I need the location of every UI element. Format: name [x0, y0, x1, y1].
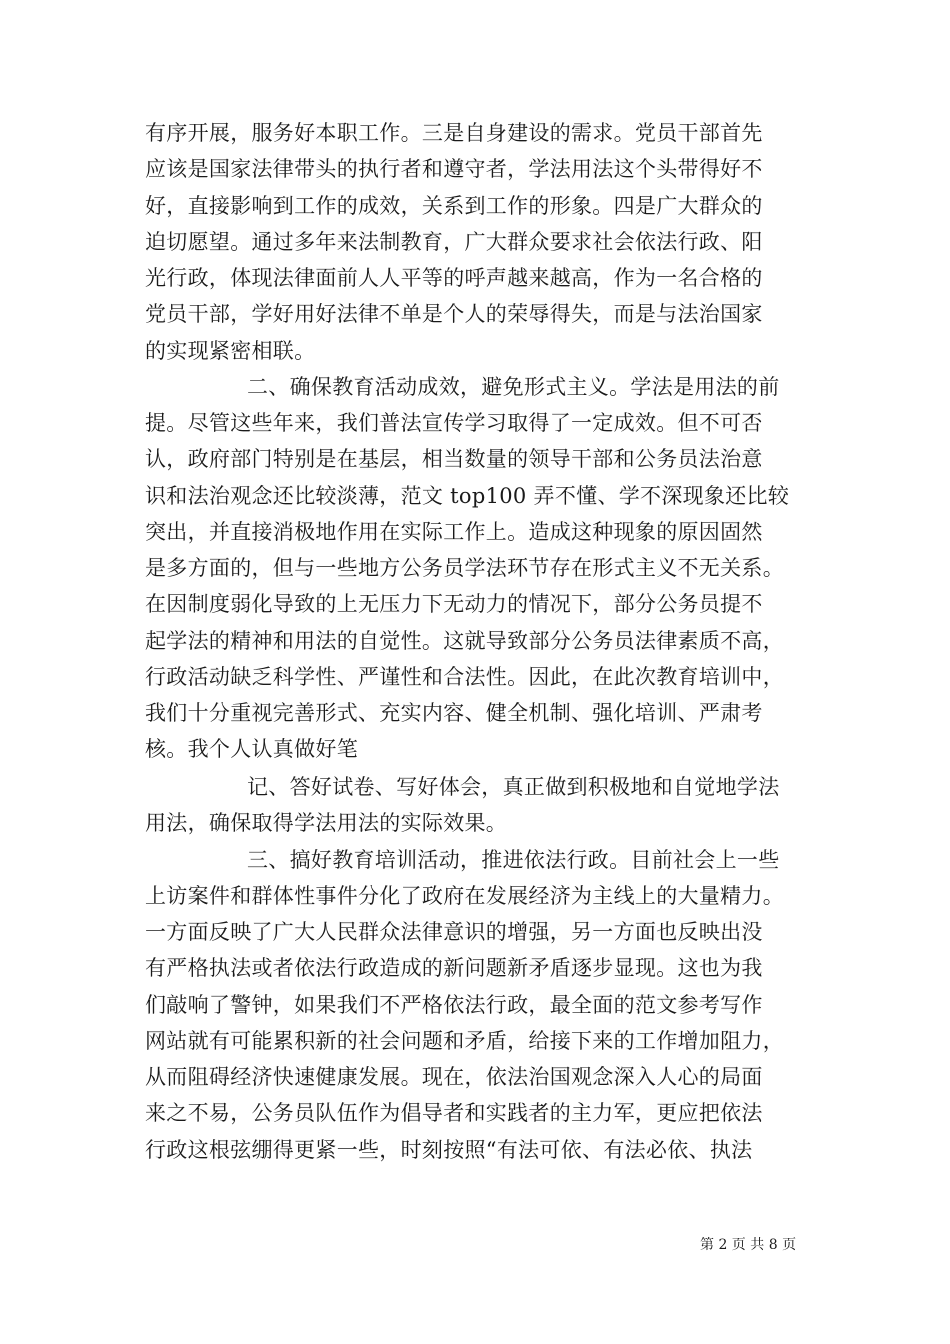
text-line: 核。我个人认真做好笔 [145, 737, 358, 761]
text-line: 我们十分重视完善形式、充实内容、健全机制、强化培训、严肃考 [145, 701, 763, 725]
text-line: 网站就有可能累积新的社会问题和矛盾，给接下来的工作增加阻力， [145, 1029, 784, 1053]
section-heading-line: 二、确保教育活动成效，避免形式主义。学法是用法的前 [247, 375, 780, 399]
section-heading-line: 三、搞好教育培训活动，推进依法行政。目前社会上一些 [247, 848, 780, 872]
text-line: 起学法的精神和用法的自觉性。这就导致部分公务员法律素质不高， [145, 629, 784, 653]
text-line: 是多方面的，但与一些地方公务员学法环节存在形式主义不无关系。 [145, 556, 784, 580]
text-line: 突出，并直接消极地作用在实际工作上。造成这种现象的原因固然 [145, 520, 763, 544]
text-line: 应该是国家法律带头的执行者和遵守者，学法用法这个头带得好不 [145, 157, 763, 181]
text-line: 光行政，体现法律面前人人平等的呼声越来越高，作为一名合格的 [145, 266, 763, 290]
text-line: 用法，确保取得学法用法的实际效果。 [145, 811, 508, 835]
text-line: 认，政府部门特别是在基层，相当数量的领导干部和公务员法治意 [145, 447, 763, 471]
text-line: 在因制度弱化导致的上无压力下无动力的情况下，部分公务员提不 [145, 592, 763, 616]
text-line: 的实现紧密相联。 [145, 339, 316, 363]
text-line: 有严格执法或者依法行政造成的新问题新矛盾逐步显现。这也为我 [145, 956, 763, 980]
text-line: 党员干部，学好用好法律不单是个人的荣辱得失，而是与法治国家 [145, 302, 763, 326]
text-line: 迫切愿望。通过多年来法制教育，广大群众要求社会依法行政、阳 [145, 230, 763, 254]
text-line: 来之不易，公务员队伍作为倡导者和实践者的主力军，更应把依法 [145, 1101, 763, 1125]
text-line: 从而阻碍经济快速健康发展。现在，依法治国观念深入人心的局面 [145, 1065, 763, 1089]
text-line: 行政这根弦绷得更紧一些，时刻按照“有法可依、有法必依、执法 [145, 1138, 753, 1162]
text-line: 识和法治观念还比较淡薄，范文 top100 弄不懂、学不深现象还比较 [145, 484, 790, 508]
text-line: 们敲响了警钟，如果我们不严格依法行政，最全面的范文参考写作 [145, 993, 763, 1017]
text-line: 提。尽管这些年来，我们普法宣传学习取得了一定成效。但不可否 [145, 411, 763, 435]
text-line: 有序开展，服务好本职工作。三是自身建设的需求。党员干部首先 [145, 121, 763, 145]
text-line: 好，直接影响到工作的成效，关系到工作的形象。四是广大群众的 [145, 194, 763, 218]
text-line: 一方面反映了广大人民群众法律意识的增强，另一方面也反映出没 [145, 920, 763, 944]
indented-line: 记、答好试卷、写好体会，真正做到积极地和自觉地学法 [247, 775, 780, 799]
text-line: 上访案件和群体性事件分化了政府在发展经济为主线上的大量精力。 [145, 884, 784, 908]
text-line: 行政活动缺乏科学性、严谨性和合法性。因此，在此次教育培训中， [145, 665, 784, 689]
page-number-footer: 第 2 页 共 8 页 [700, 1237, 797, 1253]
